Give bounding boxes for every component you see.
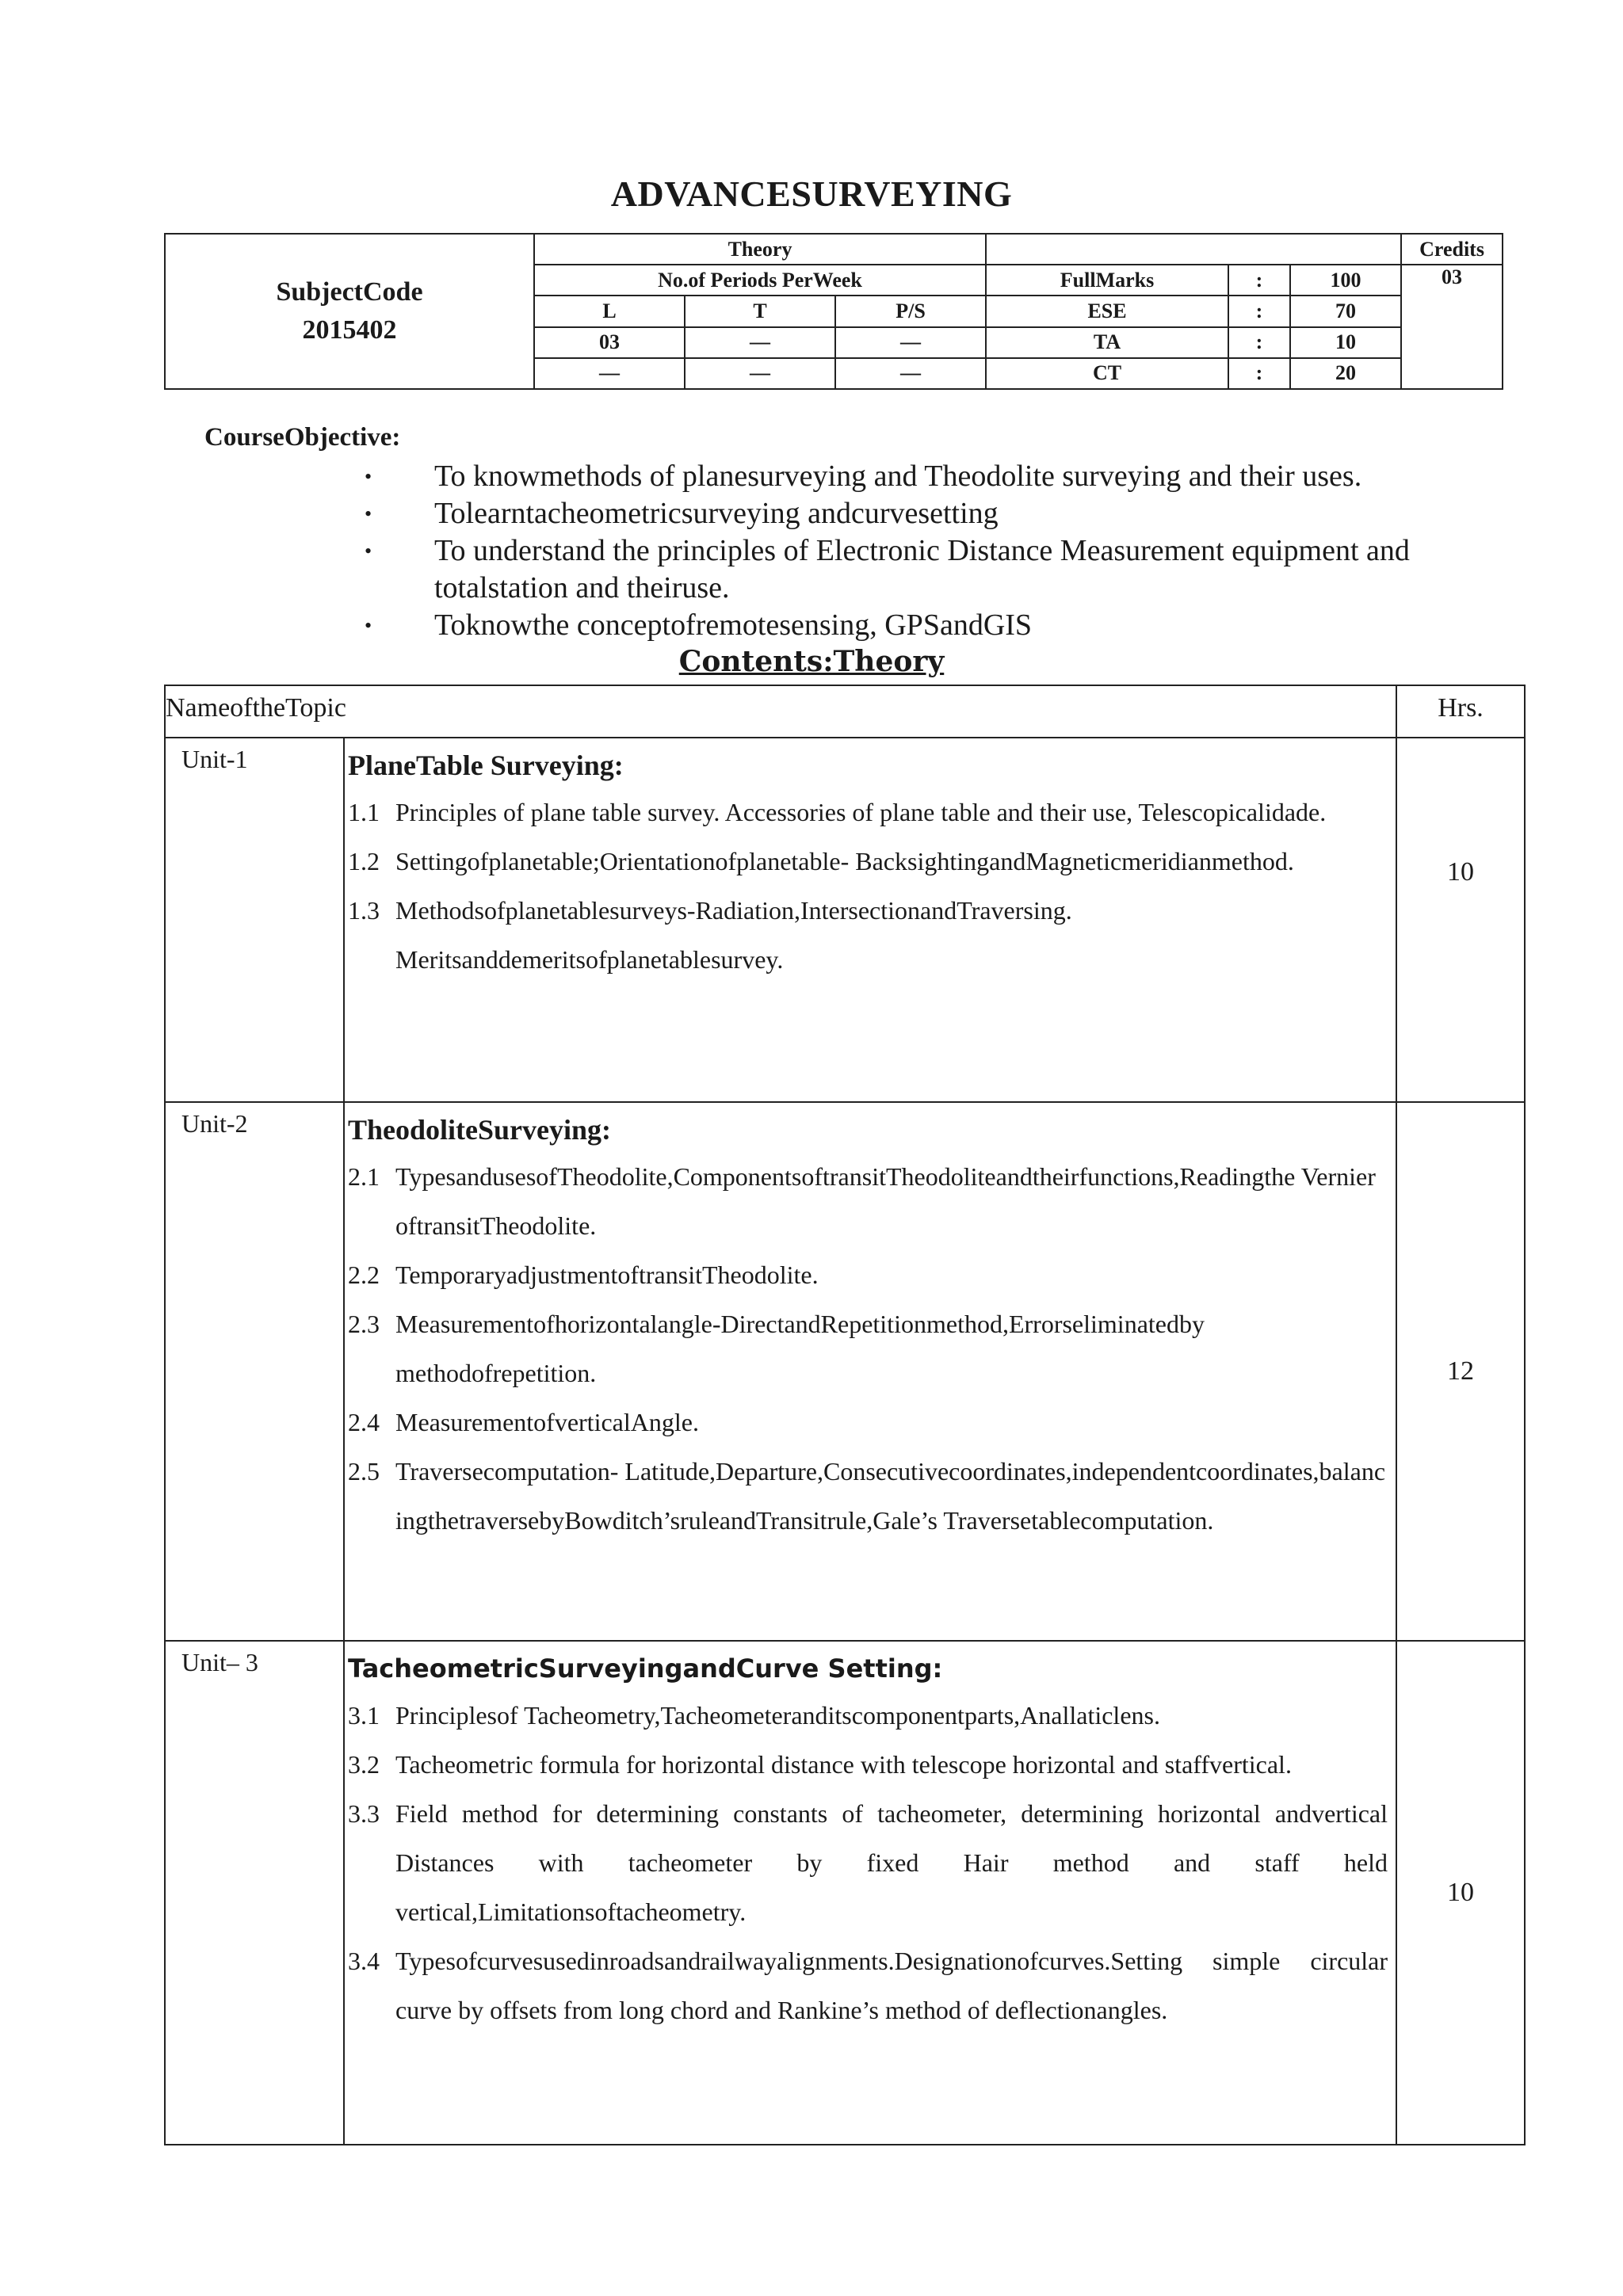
ta-label: TA [986, 327, 1228, 358]
subject-code-value: 2015402 [302, 315, 397, 345]
unit-label: Unit-1 [165, 738, 344, 1102]
tutorial-value-2: — [685, 358, 835, 389]
ese-value: 70 [1290, 296, 1401, 326]
course-objective-label: CourseObjective: [204, 423, 401, 452]
topic-cell [344, 738, 1396, 1102]
ese-label: ESE [986, 296, 1228, 326]
list-item: 2.5 Traversecomputation- Latitude,Departure,Consecutivecoordinates,independentcoordinates,balancingthetraversebyBowditch’sruleandTransitrule,Gale’s Traversetablecomputation. [348, 1457, 1386, 1535]
bullet-icon: • [365, 540, 372, 563]
list-item: 3.2 Tacheometric formula for horizontal distance with telescope horizontal and staffvertical. [348, 1750, 1292, 1779]
unit-label: Unit– 3 [165, 1641, 344, 2145]
table-row [165, 1102, 1525, 1641]
table-row [165, 738, 1525, 1102]
list-item: 3.1 Principlesof Tacheometry,Tacheometeranditscomponentparts,Anallaticlens. [348, 1701, 1160, 1730]
list-item: 3.4 Typesofcurvesusedinroadsandrailwayalignments.Designationofcurves.Setting simple circular curve by offsets from long chord and Rankine’s method of deflectionangles. [348, 1947, 1388, 2024]
list-item: 2.4 MeasurementofverticalAngle. [348, 1408, 699, 1436]
unit-title: TacheometricSurveyingandCurve Setting: [348, 1653, 943, 1684]
contents-heading: Contents:Theory [678, 645, 945, 678]
course-objective-list [365, 458, 1506, 644]
contents-table [164, 685, 1526, 2145]
objective-item: • Toknowthe conceptofremotesensing, GPSandGIS [365, 607, 1506, 644]
table-row [165, 1641, 1525, 2145]
unit-title: TheodoliteSurveying: [348, 1114, 612, 1146]
lecture-label: L [534, 296, 685, 326]
lecture-value-2: — [534, 358, 685, 389]
list-item: 2.2 TemporaryadjustmentoftransitTheodolite. [348, 1261, 819, 1289]
subject-code-label: SubjectCode [276, 277, 423, 307]
subject-header-table [164, 233, 1503, 390]
list-item: 2.3 Measurementofhorizontalangle-DirectandRepetitionmethod,Errorseliminatedby methodofrepetition. [348, 1310, 1205, 1387]
lecture-value: 03 [534, 327, 685, 358]
hours-value: 12 [1396, 1102, 1525, 1641]
bullet-icon: • [365, 614, 372, 637]
ct-label: CT [986, 358, 1228, 389]
credits-label: Credits [1401, 234, 1503, 265]
topic-column-header: NameoftheTopic [165, 685, 1396, 738]
practical-value-2: — [835, 358, 986, 389]
unit-label: Unit-2 [165, 1102, 344, 1641]
colon: : [1228, 296, 1290, 326]
tutorial-value: — [685, 327, 835, 358]
colon: : [1228, 358, 1290, 389]
tutorial-label: T [685, 296, 835, 326]
list-item: 1.3 Methodsofplanetablesurveys-Radiation,IntersectionandTraversing. Meritsanddemeritsofplanetablesurvey. [348, 896, 1072, 974]
colon: : [1228, 265, 1290, 296]
full-marks-label: FullMarks [986, 265, 1228, 296]
list-item: 1.2 Settingofplanetable;Orientationofplanetable- BacksightingandMagneticmeridianmethod. [348, 847, 1294, 875]
theory-label: Theory [534, 234, 986, 265]
objective-item: • To knowmethods of planesurveying and Theodolite surveying and their uses. [365, 458, 1506, 495]
periods-label: No.of Periods PerWeek [534, 265, 986, 296]
ct-value: 20 [1290, 358, 1401, 389]
subject-code-cell [165, 234, 534, 389]
bullet-icon: • [365, 465, 372, 488]
objective-item: • To understand the principles of Electronic Distance Measurement equipment and totalstation and theiruse. [365, 534, 1410, 605]
list-item: 2.1 TypesandusesofTheodolite,ComponentsoftransitTheodoliteandtheirfunctions,Readingthe VernieroftransitTheodolite. [348, 1162, 1376, 1240]
practical-value: — [835, 327, 986, 358]
hours-value: 10 [1396, 738, 1525, 1102]
empty-cell [986, 234, 1401, 265]
topic-cell [344, 1102, 1396, 1641]
full-marks-value: 100 [1290, 265, 1401, 296]
topic-cell [344, 1641, 1396, 2145]
hours-column-header: Hrs. [1396, 685, 1525, 738]
practical-label: P/S [835, 296, 986, 326]
credits-value: 03 [1401, 265, 1503, 389]
objective-item: • Tolearntacheometricsurveying andcurvesetting [365, 495, 1506, 532]
list-item: 3.3 Field method for determining constants of tacheometer, determining horizontal andvertical Distances with tacheometer by fixed Hair method and staff held vertical,Limitationsoftacheometry. [348, 1799, 1388, 1926]
hours-value: 10 [1396, 1641, 1525, 2145]
list-item: 1.1 Principles of plane table survey. Accessories of plane table and their use, Telescopicalidade. [348, 798, 1327, 826]
unit-title: PlaneTable Surveying: [348, 749, 624, 781]
bullet-icon: • [365, 502, 372, 525]
document-title: ADVANCESURVEYING [610, 174, 1013, 214]
ta-value: 10 [1290, 327, 1401, 358]
colon: : [1228, 327, 1290, 358]
